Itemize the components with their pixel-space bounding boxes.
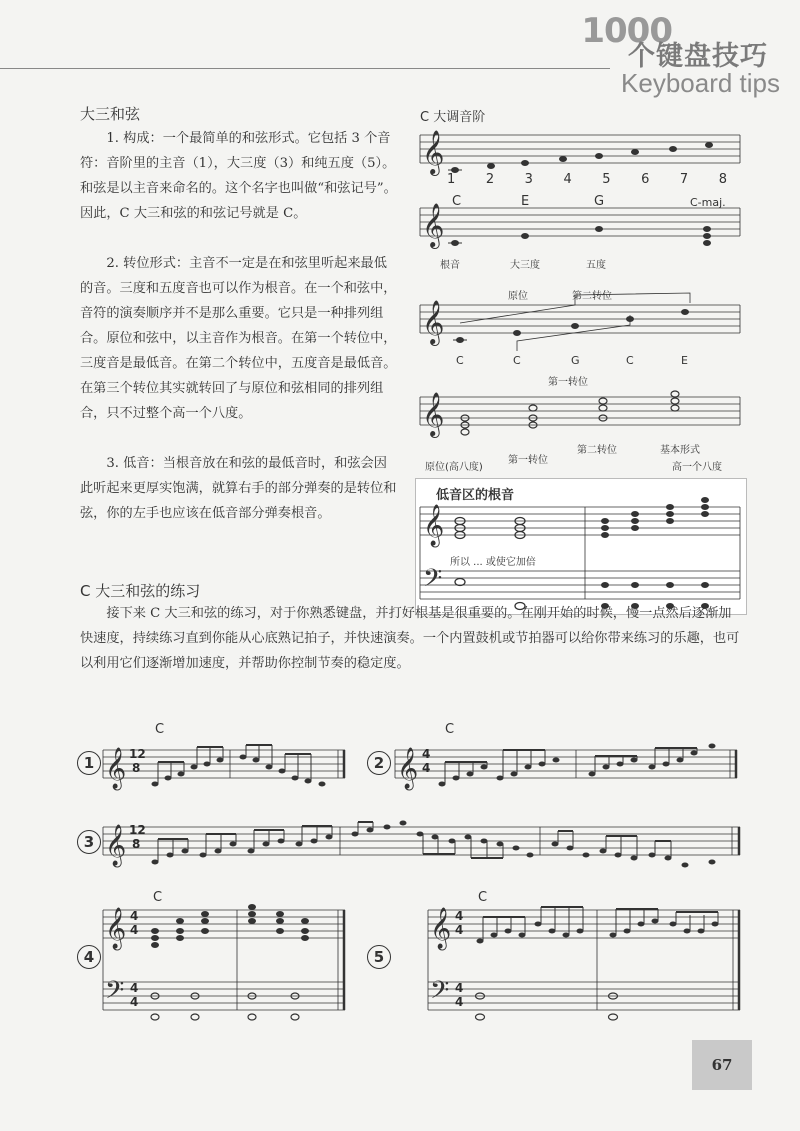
exercise-3-staff <box>100 814 745 874</box>
label-octave-higher: 高一个八度 <box>672 462 722 473</box>
text-column <box>80 126 398 526</box>
time-sig-top: 4 <box>422 747 431 761</box>
chord-letter-g: G <box>594 194 605 209</box>
exercise-paragraph-wrap <box>80 601 740 676</box>
inversion-letter: E <box>681 354 688 367</box>
bass-clef-icon: 𝄢 <box>105 976 125 1011</box>
bass-clef-icon: 𝄢 <box>423 564 443 599</box>
bass-root-title: 低音区的根音 <box>436 488 515 503</box>
time-sig-top: 4 <box>130 909 139 923</box>
time-sig-top: 4 <box>455 981 464 995</box>
section-heading-major-triad: 大三和弦 <box>80 105 141 123</box>
staff-scale <box>420 135 740 163</box>
exercise-4-bass <box>151 993 299 1020</box>
treble-clef-icon: 𝄞 <box>105 825 127 866</box>
scale-notes <box>448 142 713 173</box>
exercise-number: 2 <box>367 751 391 775</box>
staff-inversions <box>420 305 740 333</box>
exercise-1-notes <box>152 755 326 787</box>
exercise-number: 4 <box>77 945 101 969</box>
brand-title-cn: 个键盘技巧 <box>628 41 768 72</box>
inversion-letter: C <box>626 354 634 367</box>
treble-clef-icon: 𝄞 <box>422 203 445 247</box>
inversion-letter: G <box>571 354 580 367</box>
label-root-position: 原位 <box>508 291 528 302</box>
header-rule <box>0 68 610 69</box>
time-sig-bottom: 4 <box>455 995 464 1009</box>
exercise-4-chords <box>151 904 309 948</box>
inversion-letter: C <box>513 354 521 367</box>
brand-title-en: Keyboard tips <box>621 68 780 98</box>
time-sig-top: 4 <box>130 981 139 995</box>
chord-label: C <box>445 722 455 737</box>
scale-and-chord-figures <box>415 125 755 436</box>
section-heading-exercise: C 大三和弦的练习 <box>80 582 201 600</box>
chord-letter-e: E <box>521 194 530 209</box>
time-sig-bottom: 4 <box>422 761 431 775</box>
label-root: 根音 <box>440 260 460 271</box>
scale-degree-numbers <box>447 172 727 187</box>
treble-clef-icon: 𝄞 <box>422 392 445 436</box>
treble-clef-icon: 𝄞 <box>105 748 127 789</box>
treble-clef-icon: 𝄞 <box>423 505 445 546</box>
page-number: 67 <box>711 1056 733 1074</box>
label-basic-form: 基本形式 <box>660 445 700 456</box>
treble-clef-icon: 𝄞 <box>422 300 445 344</box>
scale-degree: 1 <box>447 172 456 187</box>
label-first-inv: 第一转位 <box>508 455 548 466</box>
label-major-third: 大三度 <box>510 260 540 271</box>
chord-letter-c: C <box>452 194 462 209</box>
time-sig-top: 4 <box>455 909 464 923</box>
scale-degree: 7 <box>679 172 689 187</box>
exercise-number: 5 <box>367 945 391 969</box>
treble-clef-icon: 𝄞 <box>422 130 445 174</box>
paragraph-bass: 3. 低音：当根音放在和弦的最低音时，和弦会因此听起来更厚实饱满，就算右手的部分弹奏的是转位和弦，你的左手也应该在低音部分弹奏根音。 <box>80 456 397 521</box>
scale-degree: 2 <box>485 172 495 187</box>
scale-degree: 5 <box>602 172 611 187</box>
time-sig-bottom: 4 <box>130 995 139 1009</box>
time-sig-bottom: 4 <box>455 923 464 937</box>
time-sig-top: 12 <box>129 823 146 837</box>
treble-clef-icon: 𝄞 <box>105 908 127 949</box>
label-first-inversion: 第一转位 <box>548 377 588 388</box>
chord-label: C <box>153 890 163 905</box>
label-second-inv: 第二转位 <box>577 445 617 456</box>
paragraph-inversion: 2. 转位形式：主音不一定是在和弦里听起来最低的音。三度和五度音也可以作为根音。在一个和弦中，音符的演奏顺序并不是那么重要。它只是一种排列组合。原位和弦中，以主音作为根音。在第一个转位中，三度音是最低音。在第二个转位中，五度音是最低音。在第三个转位其实就转回了与原位和弦相同的排列组合，只不过整个高一个八度。 <box>80 256 397 421</box>
scale-degree: 8 <box>718 172 727 187</box>
scale-title: C 大调音阶 <box>420 110 486 125</box>
chord-symbol: C-maj. <box>690 196 726 209</box>
exercise-number: 1 <box>77 751 101 775</box>
inversion-letter: C <box>456 354 464 367</box>
time-sig-bottom: 8 <box>132 837 141 851</box>
time-sig-bottom: 4 <box>130 923 139 937</box>
scale-degree: 3 <box>524 172 533 187</box>
exercise-2-staff <box>392 740 742 790</box>
time-sig-bottom: 8 <box>132 761 141 775</box>
brand-number: 1000 <box>581 11 672 51</box>
bass-note-label: 所以 ... 或使它加倍 <box>450 557 536 568</box>
exercise-5-bass <box>476 993 618 1020</box>
scale-degree: 4 <box>563 172 572 187</box>
bass-clef-icon: 𝄢 <box>430 976 450 1011</box>
paragraph-construction: 1. 构成：一个最简单的和弦形式。它包括 3 个音符：音阶里的主音（1），大三度（3）和纯五度（5）。和弦是以主音来命名的。这个名字也叫做“和弦记号”。因此，C 大三和弦的和弦记号就是 C。 <box>80 131 397 221</box>
staff-chord <box>420 208 740 236</box>
treble-clef-icon: 𝄞 <box>430 908 452 949</box>
label-root-octave: 原位(高八度) <box>425 462 483 473</box>
chord-label: C <box>155 722 165 737</box>
treble-clef-icon: 𝄞 <box>397 748 419 789</box>
exercise-5-grand-staff <box>425 895 745 1025</box>
label-fifth: 五度 <box>586 260 606 271</box>
inversion-chord-staff-rest <box>415 390 755 430</box>
chord-label: C <box>478 890 488 905</box>
time-sig-top: 12 <box>129 747 146 761</box>
paragraph-exercise: 接下来 C 大三和弦的练习，对于你熟悉键盘，并打好根基是很重要的。在刚开始的时候，慢一点然后逐渐加快速度，持续练习直到你能从心底熟记拍子，并快速演奏。一个内置鼓机或节拍器可以给你带来练习的乐趣，也可以利用它们逐渐增加速度，并帮助你控制节奏的稳定度。 <box>80 606 740 671</box>
label-second-inversion: 第二转位 <box>572 291 612 302</box>
exercise-number: 3 <box>77 830 101 854</box>
scale-degree: 6 <box>641 172 650 187</box>
